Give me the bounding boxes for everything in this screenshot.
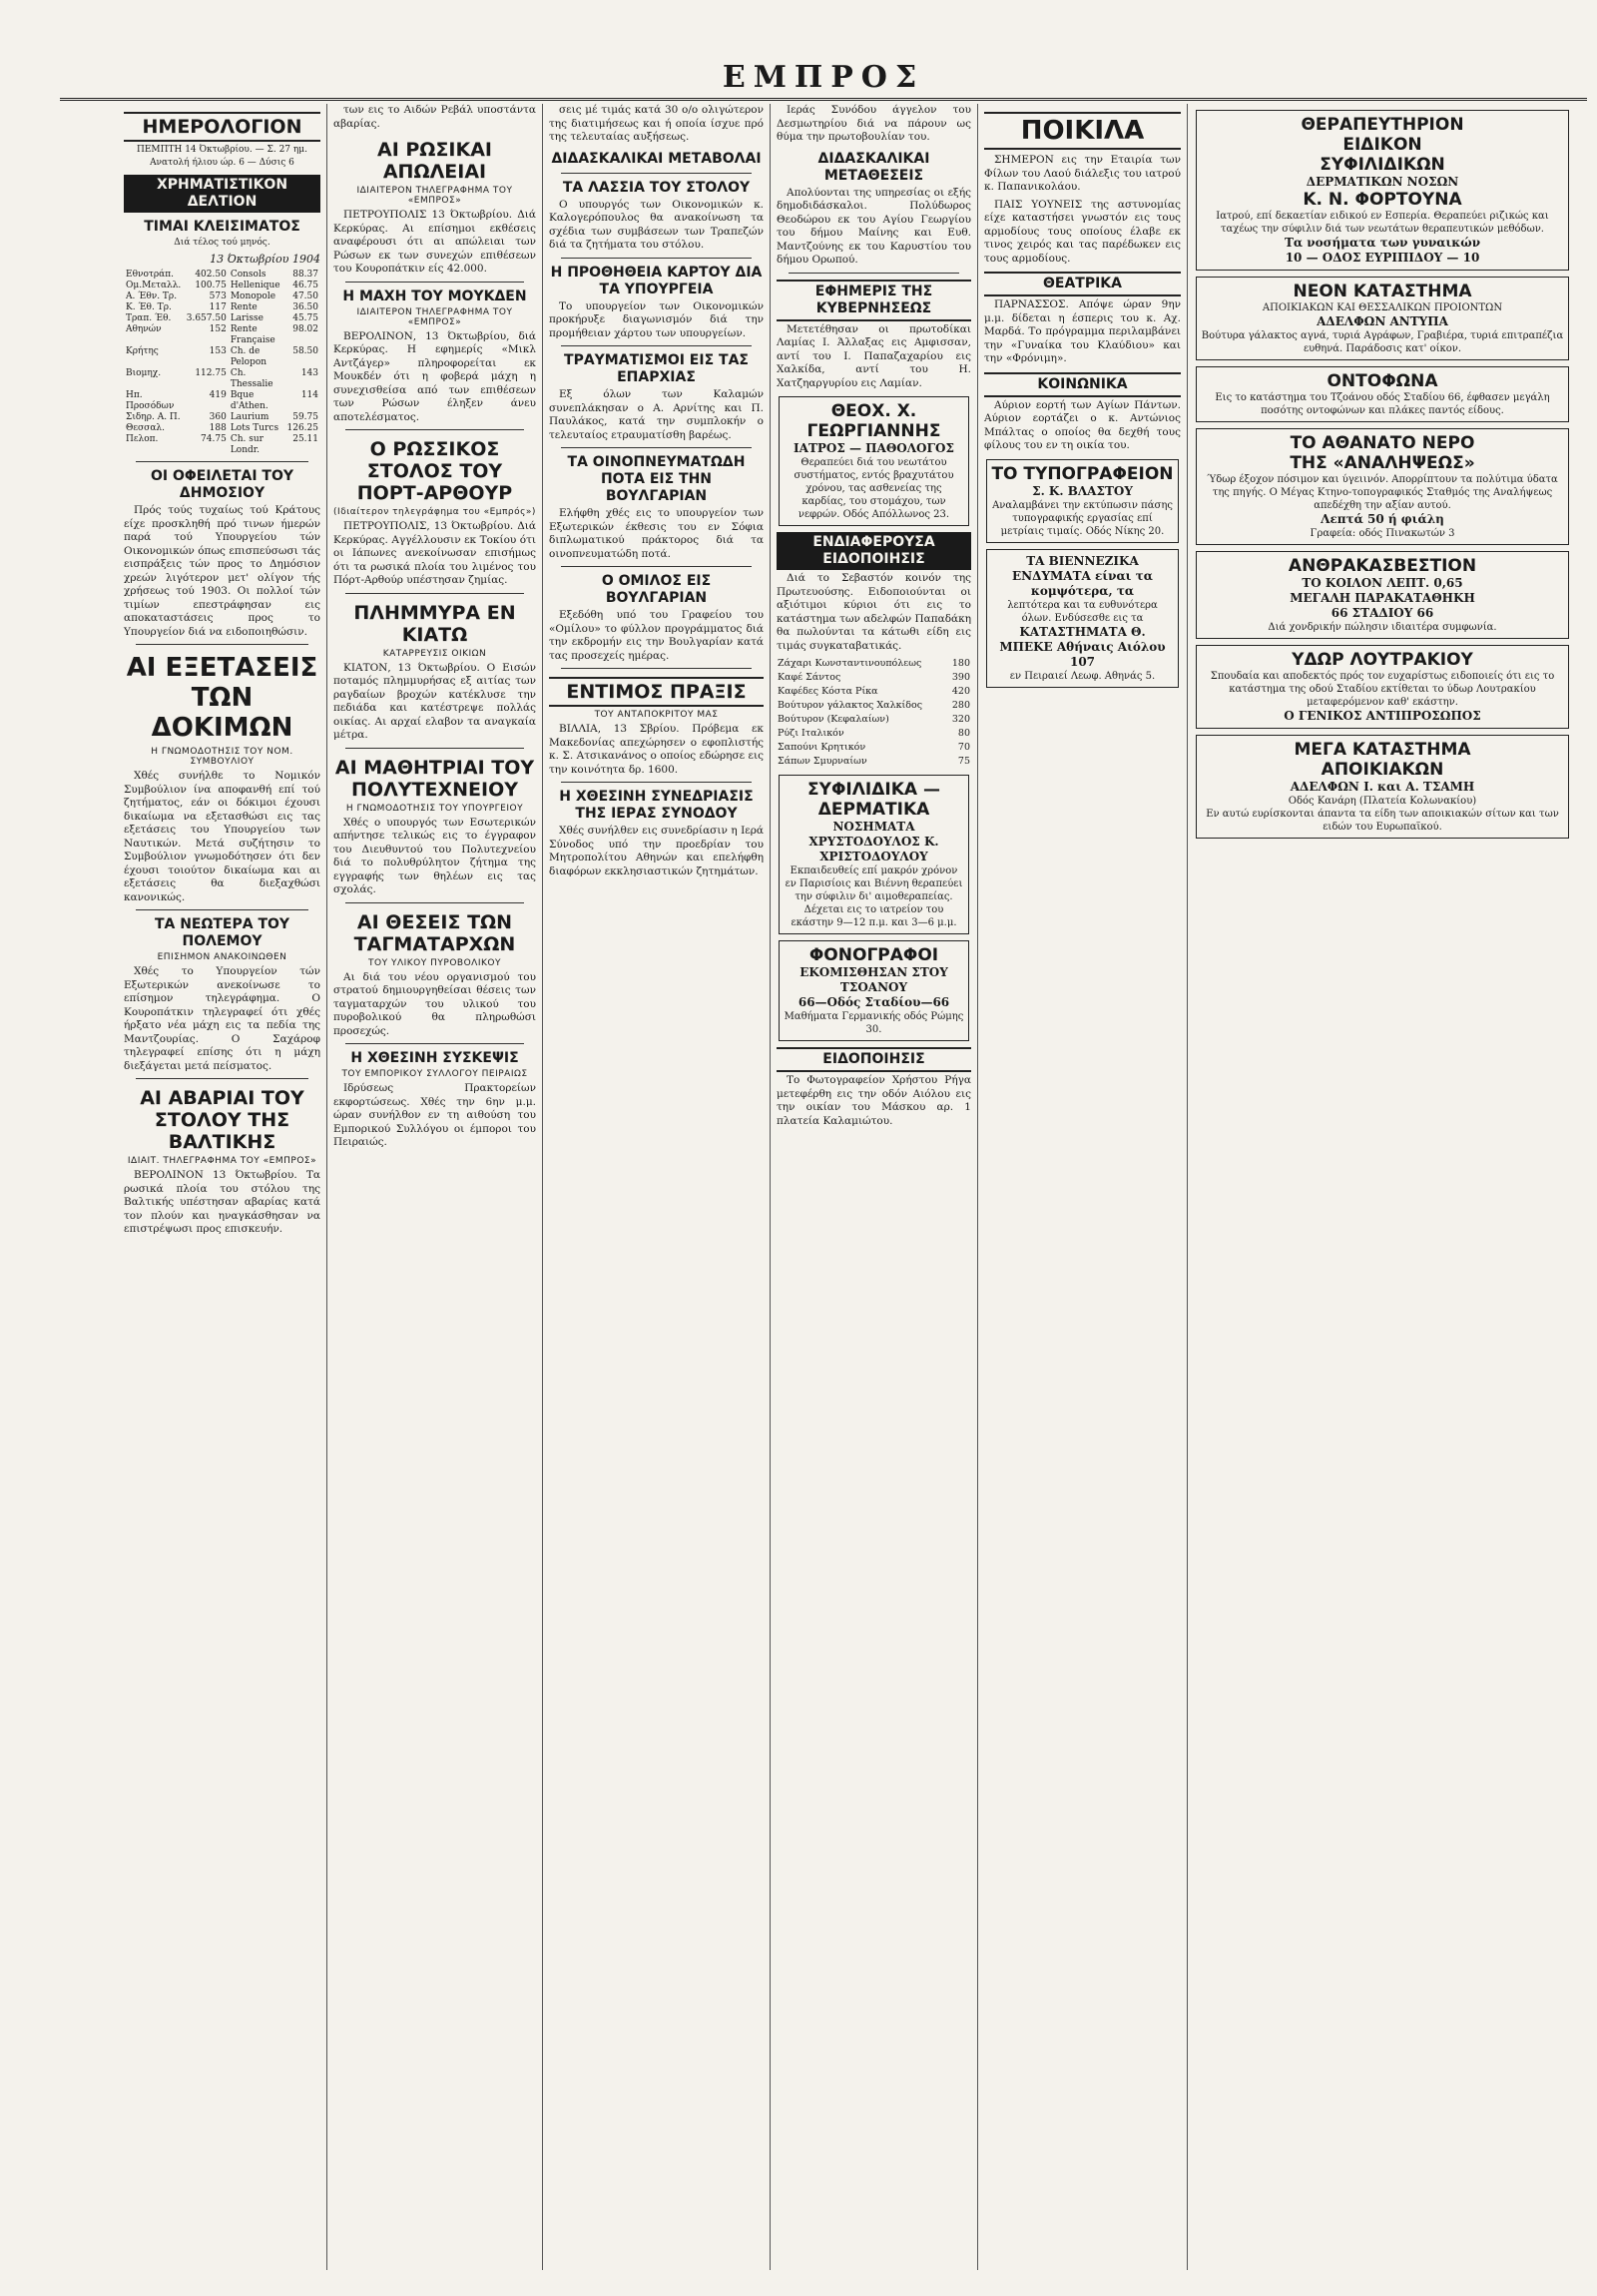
ad-body: Θεραπεύει διά του νεωτάτου συστήματος, εντός βραχυτάτου χρόνου, τας ασθενείας της καρδίας, του στομάχου, των νεφρών. Οδός Απόλλωνος 23. — [794, 457, 954, 520]
article-title: ΤΑ ΝΕΩΤΕΡΑ ΤΟΥ ΠΟΛΕΜΟΥ — [154, 916, 290, 949]
divider — [789, 273, 959, 274]
article-title: Η ΧΘΕΣΙΝΗ ΣΥΝΕΔΡΙΑΣΙΣ ΤΗΣ ΙΕΡΑΣ ΣΥΝΟΔΟΥ — [559, 789, 754, 822]
quote-cell: 58.50 — [292, 346, 318, 356]
article-subtitle: Η ΓΝΩΜΟΔΟΤΗΣΙΣ ΤΟΥ ΥΠΟΥΡΓΕΙΟΥ — [345, 803, 524, 814]
article-body: ΒΕΡΟΛΙΝΟΝ, 13 Όκτωβρίου, διά Κερκύρας. Η εφημερίς «Μικλ Αντζάγερ» πληροφορείται εκ Μουκδέν ότι η φοβερά μάχη η συνεχισθείσα από των επιθέσεων των Ρώσων έληξεν άνευ αποτελέσματος. — [333, 329, 536, 423]
article-body: σεις μέ τιμάς κατά 30 ο/ο ολιγώτερον της διατιμήσεως και ή οποία ίσχυε πρό της τελευταίας αυξήσεως. — [549, 104, 764, 143]
ad-line: ΤΑ ΒΙΕΝΝΕΖΙΚΑ ΕΝΔΥΜΑΤΑ είναι τα κομψότερα, τα — [1012, 553, 1153, 598]
quote-row — [124, 281, 320, 291]
quote-cell: 74.75 — [201, 434, 227, 444]
article-body: Πρός τούς τυχαίως τού Κράτους είχε προσκληθή πρό τινων ήμερών παρά τού Υπουργείου τών Οικονομικών όπως επισπεύσωσι τάς εισπράξεις τών προς το Δημόσιον χρεών λιγότερον μετ' ολίγον τής χρήσεως τού 1903. Οι πολλοί τών τιμίων επεστράφησαν εις αποκαταστάσεις προς το Υπουργείον διά να ειδοποιηθώσιν. — [124, 504, 320, 638]
ad-title: ΤΟ ΑΘΑΝΑΤΟ ΝΕΡΟ — [1290, 433, 1475, 453]
quote-cell: Lots Turcs — [230, 423, 279, 433]
price-value: 80 — [957, 728, 970, 739]
ad-title: ΤΟ ΤΥΠΟΓΡΑΦΕΙΟΝ — [991, 463, 1174, 484]
section-title: ΘΕΑΤΡΙΚΑ — [984, 272, 1181, 296]
article-body: Χθές συνήλθεν εις συνεδρίασιν η Ιερά Σύνοδος υπό την προεδρίαν του Μητροπολίτου Αθηνών και επελήφθη διαφόρων εκκλησιαστικών ζητημάτων. — [549, 825, 764, 877]
quote-cell: 47.50 — [292, 291, 318, 301]
quote-cell: 126.25 — [286, 423, 318, 433]
article-body: Εξεδόθη υπό του Γραφείου του «Ομίλου» το φύλλον προγράμματος διά την εκδρομήν εις την Βουλγαρίαν κατά τας προσεχείς ημέρας. — [549, 609, 764, 662]
quote-table — [124, 270, 320, 456]
article-title: ΑΙ ΡΩΣΙΚΑΙ ΑΠΩΛΕΙΑΙ — [376, 139, 492, 183]
column-2 — [327, 104, 543, 2270]
price-value: 420 — [951, 686, 970, 697]
article-body: Χθές συνήλθε το Νομικόν Συμβούλιον ίνα αποφανθή επί τού ζητήματος, εάν οι δόκιμοι έχουσι δικαίωμα να εξετασθώσι εις τας εξετάσεις του Υπουργείου των Ναυτικών. Μετά συζήτησιν το Συμβούλιον γνωμοδότησεν ότι δεν έχουσι τοιούτον δικαίωμα και αι εξετάσεις θα διεξαχθώσι κανονικώς. — [124, 770, 320, 903]
ad-body: Εις το κατάστημα του Τζοάνου οδός Σταδίου 66, έφθασεν μεγάλη ποσότης οντοφώνων και πλάκες παντός είδους. — [1215, 392, 1550, 416]
ad-subtitle: ΙΑΤΡΟΣ — ΠΑΘΟΛΟΓΟΣ — [794, 441, 954, 455]
price-list — [777, 657, 971, 769]
article-body: ΠΕΤΡΟΥΠΟΛΙΣ 13 Όκτωβρίου. Διά Κερκύρας. Αι επίσημοι εκθέσεις αναφέρουσι ότι αι απώλειαι των Ρώσων εκ των συνεχών επιθέσεων του Κουροπάτκιν είς 42.000. — [333, 209, 536, 275]
prices-note: Διά τέλος τού μηνός. — [174, 238, 270, 248]
loutraki-water-ad — [1196, 645, 1569, 729]
section-title: ΚΟΙΝΩΝΙΚΑ — [984, 372, 1181, 397]
article-title: ΠΛΗΜΜΥΡΑ ΕΝ ΚΙΑΤΩ — [353, 601, 516, 646]
clothing-ad — [986, 549, 1179, 688]
ad-title: ΦΟΝΟΓΡΑΦΟΙ — [808, 945, 939, 965]
quote-cell: Rente — [230, 302, 258, 312]
divider — [136, 644, 308, 645]
article-subtitle: ΙΔΙΑΙΤΕΡΟΝ ΤΗΛΕΓΡΑΦΗΜΑ ΤΟΥ «ΕΜΠΡΟΣ» — [356, 186, 513, 206]
quote-cell: 45.75 — [292, 313, 318, 323]
article-title: ΑΙ ΑΒΑΡΙΑΙ ΤΟΥ ΣΤΟΛΟΥ ΤΗΣ ΒΑΛΤΙΚΗΣ — [140, 1087, 304, 1153]
quote-cell: 152 — [209, 324, 227, 334]
quote-cell: Consols — [230, 270, 266, 280]
finance-title: ΧΡΗΜΑΤΙΣΤΙΚΟΝ ΔΕΛΤΙΟΝ — [124, 175, 320, 213]
quote-row — [124, 313, 320, 324]
price-row — [777, 657, 971, 671]
column-6 — [1188, 104, 1577, 2270]
quote-cell: Hellenique — [230, 281, 280, 290]
phonograph-ad — [779, 940, 969, 1041]
ad-line: ΚΑΤΑΣΤΗΜΑΤΑ Θ. ΜΠΕΚΕ Αθήναις Αιόλου 107 — [999, 624, 1166, 669]
column-4 — [771, 104, 978, 2270]
article-title: ΕΙΔΟΠΟΙΗΣΙΣ — [777, 1047, 971, 1072]
article-body: Ιδρύσεως Πρακτορείων εκφορτώσεως. Χθές την 6ην μ.μ. ώραν συνήλθον εν τη αιθούση του Εμπορικού Συλλόγου οι έμποροι του Πειραιώς. — [333, 1082, 536, 1148]
ad-subtitle: ΕΚΟΜΙΣΘΗΣΑΝ ΣΤΟΥ ΤΣΟΑΝΟΥ — [799, 965, 948, 994]
price-value: 70 — [957, 742, 970, 753]
divider — [345, 1043, 524, 1044]
quote-row — [124, 324, 320, 346]
ad-price: ΤΟ ΚΟΙΛΟΝ ΛΕΠΤ. 0,65 — [1302, 576, 1463, 590]
article-title: Ο ΟΜΙΛΟΣ ΕΙΣ ΒΟΥΛΓΑΡΙΑΝ — [601, 573, 712, 606]
ad-body: Ιατρού, επί δεκαετίαν ειδικού εν Εσπερία. Θεραπεύει ριζικώς και ταχέως την σύφιλιν διά των νεωτάτων θεραπευτικών μεθόδων. — [1216, 211, 1549, 235]
quote-cell: Τραπ. Έθ. — [126, 313, 172, 323]
article-body: Χθές το Υπουργείον τών Εξωτερικών ανεκοίνωσε το επίσημον τηλεγράφημα. Ο Κουροπάτκιν τηλεγραφεί ότι χθές ήρξατο νέα μάχη εις τα πεδία της Μαντζουρίας. Ο Σαχάροφ τηλεγραφεί επίσης ότι η μάχη διεξάγεται μετά πείσματος. — [124, 965, 320, 1072]
price-item: Σαπούνι Κρητικόν — [778, 742, 866, 753]
ad-line: εν Πειραιεί Λεωφ. Αθηνάς 5. — [1009, 670, 1156, 682]
ad-title: ΕΙΔΙΚΟΝ — [1342, 135, 1422, 155]
article-title: ΕΝΔΙΑΦΕΡΟΥΣΑ ΕΙΔΟΠΟΙΗΣΙΣ — [777, 532, 971, 570]
quote-cell: Πελοπ. — [126, 434, 159, 444]
quote-cell: Εθνοτράπ. — [126, 270, 175, 280]
printshop-ad — [986, 459, 1179, 543]
article-subtitle: ΤΟΥ ΕΜΠΟΡΙΚΟΥ ΣΥΛΛΟΓΟΥ ΠΕΙΡΑΙΩΣ — [341, 1069, 528, 1079]
section-title: ΠΟΙΚΙΛΑ — [984, 112, 1181, 150]
ad-title: ΝΕΟΝ ΚΑΤΑΣΤΗΜΑ — [1293, 282, 1472, 301]
article-body: Το Φωτογραφείον Χρήστου Ρήγα μετεφέρθη εις την οδόν Αιόλου εις την οικίαν του Μάσκου αρ. 1 πλατεία Καλαμιώτου. — [777, 1074, 971, 1127]
newspaper-page — [118, 104, 1577, 2270]
divider — [561, 258, 752, 259]
article-title: ΕΦΗΜΕΡΙΣ ΤΗΣ ΚΥΒΕΡΝΗΣΕΩΣ — [777, 280, 971, 321]
article-subtitle: ΙΔΙΑΙΤ. ΤΗΛΕΓΡΑΦΗΜΑ ΤΟΥ «ΕΜΠΡΟΣ» — [127, 1156, 317, 1166]
doctor-ad — [779, 396, 969, 526]
ad-address: Γραφεία: οδός Πινακωτών 3 — [1310, 528, 1455, 539]
article-body: ΠΑΙΣ ΥΟΥΝΕΙΣ της αστυνομίας είχε καταστήσει γνωστόν εις τους αρμοδίους τους οποίους έλαβε εκ τινος χειρός και τας παρέδωκεν εις τους αρμοδίους. — [984, 198, 1181, 265]
article-title: ΑΙ ΘΕΣΕΙΣ ΤΩΝ ΤΑΓΜΑΤΑΡΧΩΝ — [353, 910, 516, 955]
ad-signature: Ο ΓΕΝΙΚΟΣ ΑΝΤΙΠΡΟΣΩΠΟΣ — [1284, 709, 1481, 723]
article-title: ΟΙ ΟΦΕΙΛΕΤΑΙ ΤΟΥ ΔΗΜΟΣΙΟΥ — [150, 468, 293, 501]
doctor-ad — [779, 775, 969, 934]
water-ad — [1196, 428, 1569, 545]
ad-title: ΑΠΟΙΚΙΑΚΩΝ — [1321, 760, 1444, 780]
quote-cell: 402.50 — [195, 270, 227, 280]
article-body: ΒΕΡΟΛΙΝΟΝ 13 Όκτωβρίου. Τα ρωσικά πλοία του στόλου της Βαλτικής υπέστησαν αβαρίας κατά τον πλούν και ηναγκάσθησαν να επιστρέψωσι προς επισκευήν. — [124, 1169, 320, 1235]
calendar-line: ΠΕΜΠΤΗ 14 Όκτωβρίου. — Σ. 27 ημ. — [137, 145, 307, 155]
divider — [345, 593, 524, 594]
divider — [561, 345, 752, 346]
ad-title: ΤΗΣ «ΑΝΑΛΗΨΕΩΣ» — [1290, 453, 1475, 473]
divider — [136, 1078, 308, 1079]
article-body: Διά το Σεβαστόν κοινόν της Πρωτευούσης. Ειδοποιούνται οι αξιότιμοι κύριοι ότι εις το κατάστημα των αδελφών Παπαδάκη θα πωλούνται τα κάτωθι είδη εις τιμάς συγκαταβατικάς. — [777, 572, 971, 652]
ad-doctor-name: ΧΡΥΣΤΟΔΟΥΛΟΣ Κ. ΧΡΙΣΤΟΔΟΥΛΟΥ — [808, 835, 939, 863]
article-subtitle: ΤΟΥ ΑΝΤΑΠΟΚΡΙΤΟΥ ΜΑΣ — [594, 710, 719, 720]
quote-cell: 3.657.50 — [186, 313, 227, 323]
article-title: Ο ΡΩΣΣΙΚΟΣ ΣΤΟΛΟΣ ΤΟΥ ΠΟΡΤ-ΑΡΘΟΥΡ — [356, 438, 513, 504]
article-body: Ο υπουργός των Οικονομικών κ. Καλογερόπουλος θα ανακοίνωση τα σχέδια των συμβάσεων των Τραπεζών διά τα ζητήματα του στόλου. — [549, 198, 764, 251]
ad-body: Αναλαμβάνει την εκτύπωσιν πάσης τυπογραφικής εργασίας επί μετρίαις τιμαίς. Οδός Νίκης 20. — [992, 499, 1173, 537]
price-value: 390 — [951, 672, 970, 683]
divider — [136, 909, 308, 910]
price-row — [777, 685, 971, 699]
price-item: Καφέ Σάντος — [778, 672, 841, 683]
article-title: ΤΑ ΛΑΣΣΙΑ ΤΟΥ ΣΤΟΛΟΥ — [562, 179, 751, 196]
quote-cell: Ομ.Μεταλλ. — [126, 281, 182, 290]
grocery-ad — [1196, 735, 1569, 839]
ad-subtitle: ΑΠΟΙΚΙΑΚΩΝ ΚΑΙ ΘΕΣΣΑΛΙΚΩΝ ΠΡΟΙΟΝΤΩΝ — [1262, 302, 1503, 313]
coal-ad — [1196, 551, 1569, 639]
article-title: ΕΝΤΙΜΟΣ ΠΡΑΞΙΣ — [549, 677, 764, 707]
ad-name: Σ. Κ. ΒΛΑΣΤΟΥ — [1032, 483, 1133, 498]
article-body: ΠΕΤΡΟΥΠΟΛΙΣ, 13 Όκτωβρίου. Διά Κερκύρας. Αγγέλλουσιν εκ Τοκίου ότι οι Ιάπωνες ανεκοίνωσαν επισήμως ότι τα ρωσικά πλοία του λιμένος του Πόρτ-Αρθούρ υπέστησαν ζημίας. — [333, 520, 536, 586]
article-title: Η ΧΘΕΣΙΝΗ ΣΥΣΚΕΨΙΣ — [350, 1050, 519, 1066]
price-row — [777, 671, 971, 685]
ad-subtitle: ΝΟΣΗΜΑΤΑ — [832, 820, 915, 834]
price-row — [777, 741, 971, 755]
article-title: ΑΙ ΜΑΘΗΤΡΙΑΙ ΤΟΥ ΠΟΛΥΤΕΧΝΕΙΟΥ — [334, 756, 535, 801]
quote-cell: 117 — [209, 302, 227, 312]
article-title: Η ΜΑΧΗ ΤΟΥ ΜΟΥΚΔΕΝ — [342, 287, 527, 304]
quote-cell: Laurium — [230, 412, 269, 422]
article-body: Το υπουργείον των Οικονομικών προκήρυξε διαγωνισμόν διά την προμήθειαν χάρτου των υπουργείων. — [549, 299, 764, 339]
quote-cell: Monopole — [230, 291, 276, 301]
quote-row — [124, 412, 320, 423]
phonograph-ad — [1196, 366, 1569, 422]
price-row — [777, 699, 971, 713]
quote-cell: 100.75 — [195, 281, 227, 290]
calendar-line: Ανατολή ήλιου ώρ. 6 — Δύσις 6 — [150, 158, 294, 168]
article-subtitle: ΙΔΙΑΙΤΕΡΟΝ ΤΗΛΕΓΡΑΦΗΜΑ ΤΟΥ «ΕΜΠΡΟΣ» — [356, 306, 513, 327]
article-body: Αύριον εορτή των Αγίων Πάντων. Αύριον εορτάζει ο κ. Αντώνιος Μπάλτας ο οποίος θα δεχθή τους φίλους του εν τη οικία του. — [984, 398, 1181, 451]
ad-title: ΘΕΡΑΠΕΥΤΗΡΙΟΝ — [1301, 115, 1464, 135]
clinic-ad — [1196, 110, 1569, 271]
prices-title: ΤΙΜΑΙ ΚΛΕΙΣΙΜΑΤΟΣ — [144, 219, 300, 235]
ad-price: Λεπτά 50 ή φιάλη — [1321, 512, 1444, 526]
article-subtitle: ΕΠΙΣΗΜΟΝ ΑΝΑΚΟΙΝΩΘΕΝ — [157, 952, 287, 962]
article-title: Η ΠΡΟΘΗΘΕΙΑ ΚΑΡΤΟΥ ΔΙΑ ΤΑ ΥΠΟΥΡΓΕΙΑ — [550, 264, 763, 297]
price-item: Σάπων Σμυρναίων — [778, 756, 867, 767]
ad-body: Βούτυρα γάλακτος αγνά, τυριά Αγράφων, Γραβιέρα, τυριά επιτραπέζια ευθηνά. Παράδοσις κατ' οίκον. — [1201, 330, 1564, 354]
quote-row — [124, 270, 320, 281]
quote-cell: 88.37 — [292, 270, 318, 280]
price-value: 320 — [951, 714, 970, 725]
price-item: Βούτυρον (Κεφαλαίων) — [778, 714, 889, 725]
quote-cell: 188 — [209, 423, 227, 433]
ad-title: ΟΝΤΟΦΩΝΑ — [1327, 371, 1438, 391]
ad-subtitle: ΜΕΓΑΛΗ ΠΑΡΑΚΑΤΑΘΗΚΗ — [1290, 591, 1475, 605]
article-body: Εξ όλων των Καλαμών συνεπλάκησαν ο Α. Αρνίτης και Π. Παυλάκος, κατά την συμπλοκήν ο τελευταίος ετραυματίσθη βαρέως. — [549, 388, 764, 441]
quote-cell: Rente Française — [230, 324, 275, 345]
divider — [345, 282, 524, 283]
ad-line: Τα νοσήματα των γυναικών — [1284, 236, 1481, 250]
quote-cell: Κρήτης — [126, 346, 159, 356]
quote-cell: Κ. Έθ. Τρ. — [126, 302, 172, 312]
article-body: Ελήφθη χθές εις το υπουργείον των Εξωτερικών έκθεσις του εν Σόφια διπλωματικού πράκτορος διά τα οινοπνευματώδη ποτά. — [549, 507, 764, 560]
article-body: Μετετέθησαν οι πρωτοδίκαι Λαμίας Ι. Άλλαξας εις Αμφισσαν, αντί του Ι. Παπαζαχαρίου εις Χαλκίδα, αντί του Η. Χατζηαργυρίου εις Λαμίαν. — [777, 322, 971, 389]
article-subtitle: (Ιδιαίτερον τηλεγράφημα του «Εμπρός») — [333, 507, 536, 517]
ad-body: Σπουδαία και αποδεκτός πρός τον ευχαρίστως ειδοποιείς ότι εις το κατάστημα της οδού Σταδίου εκτίθεται το ύδωρ Λουτρακίου μεταφερόμενον καθ' εκάστην. — [1210, 671, 1555, 708]
ad-body: Ύδωρ έξοχον πόσιμον και ύγειινόν. Απορρίπτουν τα πολύτιμα ύδατα της πηγής. Ο Μέγας Κτηνο-τοπογραφικός Σταθμός της Αναλήψεως απεδέχθη την αξίαν αυτού. — [1207, 474, 1558, 511]
ad-body: Εκπαιδευθείς επί μακρόν χρόνον εν Παρισίοις και Βιέννη θεραπεύει την σύφιλιν δι' αιμοθεραπείας. Δέχεται εις το ιατρείον του εκάστην 9—12 π.μ. και 3—6 μ.μ. — [785, 865, 963, 928]
quote-cell: 46.75 — [292, 281, 318, 290]
price-value: 180 — [951, 658, 970, 669]
ad-address: Οδός Κανάρη (Πλατεία Κολωνακίου) — [1288, 796, 1477, 807]
quote-row — [124, 434, 320, 456]
quote-row — [124, 346, 320, 368]
quote-cell: 112.75 — [195, 368, 227, 378]
quote-cell: Larisse — [230, 313, 264, 323]
masthead — [60, 58, 1587, 101]
quote-cell: Σιδηρ. Α. Π. — [126, 412, 181, 422]
quote-cell: Ηπ. Προσόδων — [126, 390, 175, 411]
divider — [561, 173, 752, 174]
quote-cell: Bque d'Athen. — [230, 390, 268, 411]
article-title: ΔΙΔΑΣΚΑΛΙΚΑΙ ΜΕΤΑΘΕΣΕΙΣ — [817, 150, 930, 184]
article-title: ΤΑ ΟΙΝΟΠΝΕΥΜΑΤΩΔΗ ΠΟΤΑ ΕΙΣ ΤΗΝ ΒΟΥΛΓΑΡΙΑΝ — [567, 454, 746, 504]
article-body: ΒΙΛΛΙΑ, 13 Σβρίου. Πρόβεμα εκ Μακεδονίας απεχώρησεν ο εφοπλιστής κ. Σ. Ατσικανάνος ο οποίος εδώρησε εις την κοινότητα δρ. 1600. — [549, 723, 764, 776]
divider — [561, 668, 752, 669]
quote-row — [124, 368, 320, 390]
ad-subtitle: ΑΔΕΛΦΩΝ Ι. και Α. ΤΣΑΜΗ — [1290, 780, 1475, 794]
ad-name: ΑΔΕΛΦΩΝ ΑΝΤΥΠΑ — [1317, 314, 1448, 328]
ad-title: ΑΝΘΡΑΚΑΣΒΕΣΤΙΟΝ — [1288, 556, 1477, 576]
quote-cell: 36.50 — [292, 302, 318, 312]
price-item: Βούτυρον γάλακτος Χαλκίδος — [778, 700, 923, 711]
calendar-title: ΗΜΕΡΟΛΟΓΙΟΝ — [124, 112, 320, 142]
price-row — [777, 755, 971, 769]
quote-cell: 25.11 — [292, 434, 318, 444]
article-title: ΑΙ ΕΞΕΤΑΣΕΙΣ ΤΩΝ ΔΟΚΙΜΩΝ — [126, 653, 318, 743]
divider — [345, 429, 524, 430]
column-3 — [543, 104, 771, 2270]
quote-cell: Ch. Thessalie — [230, 368, 273, 389]
price-value: 280 — [951, 700, 970, 711]
ad-address: 66—Οδός Σταδίου—66 — [798, 995, 950, 1009]
quote-cell: Α. Έθν. Τρ. — [126, 291, 178, 301]
quote-cell: 98.02 — [292, 324, 318, 334]
quote-cell: 114 — [300, 390, 318, 400]
quote-row — [124, 390, 320, 412]
article-body: Χθές ο υπουργός των Εσωτερικών απήντησε τελικώς εις το έγγραφον του Διευθυντού του Πολυτεχνείου διά το πολυθρύλητον ζήτημα της εγγραφής των θηλέων εις τας σχολάς. — [333, 816, 536, 895]
ad-title: ΥΔΩΡ ΛΟΥΤΡΑΚΙΟΥ — [1292, 650, 1473, 670]
quote-cell: Ch. sur Londr. — [230, 434, 264, 455]
article-body: ΣΗΜΕΡΟΝ εις την Εταιρία των Φίλων του Λαού διάλεξις του ιατρού κ. Παπανικολάου. — [984, 154, 1181, 193]
article-body: των εις το Αιδών Ρεβάλ υποστάντα αβαρίας. — [333, 104, 536, 130]
quote-cell: 59.75 — [292, 412, 318, 422]
article-body: ΚΙΑΤΟΝ, 13 Όκτωβρίου. Ο Εισών ποταμός πλημμυρήσας εξ αιτίας των ραγδαίων βροχών κατέκλυσε την πεδιάδα και κατέστρεψε πολλάς οικίας. Αι αρχαί ελαβον τα αναγκαία μέτρα. — [333, 661, 536, 741]
article-body: Απολύονται της υπηρεσίας οι εξής δημοδιδάσκαλοι. Πολύδωρος Θεοδώρου εκ του Αγίου Γεωργίου του δήμου Μαίνης και Ευθ. Μαντζούνης εκ του Καρυστίου του δήμου Ορωπού. — [777, 186, 971, 266]
price-item: Ζάχαρι Κωνσταντινουπόλεως — [778, 658, 922, 669]
article-title: ΔΙΔΑΣΚΑΛΙΚΑΙ ΜΕΤΑΒΟΛΑΙ — [551, 150, 762, 167]
price-value: 75 — [957, 756, 970, 767]
quote-cell: 153 — [209, 346, 227, 356]
ad-doctor-name: Κ. Ν. ΦΟΡΤΟΥΝΑ — [1303, 190, 1462, 210]
quote-cell: Ch. de Pelopon — [230, 346, 267, 367]
ad-body: Εν αυτώ ευρίσκονται άπαντα τα είδη των αποικιακών σίτων και των ειδών του Ευρωπαϊκού. — [1206, 809, 1559, 833]
article-subtitle: ΤΟΥ ΥΛΙΚΟΥ ΠΥΡΟΒΟΛΙΚΟΥ — [368, 957, 501, 968]
ad-line: λεπτότερα και τα ευθυνότερα όλων. Ενδύσεσθε εις τα — [1007, 599, 1158, 624]
price-item: Καφέδες Κόστα Ρίκα — [778, 686, 878, 697]
ad-title: ΣΥΦΙΛΙΔΙΚΩΝ — [1320, 155, 1445, 175]
ad-title: ΣΥΦΙΛΙΔΙΚΑ — ΔΕΡΜΑΤΙΚΑ — [807, 780, 940, 820]
divider — [561, 566, 752, 567]
divider — [345, 748, 524, 749]
quote-cell: 360 — [209, 412, 227, 422]
divider — [561, 782, 752, 783]
article-body: Ιεράς Συνόδου άγγελον του Δεσμωτηρίου διά να πάρουν ως θύμα την πρωτοβουλίαν του. — [777, 104, 971, 143]
article-title: ΤΡΑΥΜΑΤΙΣΜΟΙ ΕΙΣ ΤΑΣ ΕΠΑΡΧΙΑΣ — [564, 352, 749, 385]
ad-body: Διά χονδρικήν πώλησιν ιδιαιτέρα συμφωνία. — [1268, 622, 1497, 633]
column-1 — [118, 104, 327, 2270]
ad-address: 66 ΣΤΑΔΙΟΥ 66 — [1331, 606, 1434, 620]
store-ad — [1196, 277, 1569, 360]
article-subtitle: Η ΓΝΩΜΟΔΟΤΗΣΙΣ ΤΟΥ ΝΟΜ. ΣΥΜΒΟΥΛΙΟΥ — [151, 747, 293, 767]
newspaper-title: ΕΜΠΡΟΣ — [722, 60, 925, 95]
divider — [345, 902, 524, 903]
divider — [561, 447, 752, 448]
ad-body: Μαθήματα Γερμανικής οδός Ρώμης 30. — [784, 1011, 964, 1035]
quote-cell: 143 — [300, 368, 318, 378]
price-row — [777, 713, 971, 727]
quote-cell: Θεσσαλ. — [126, 423, 165, 433]
column-5 — [978, 104, 1188, 2270]
price-item: Ρύζι Ιταλικόν — [778, 728, 844, 739]
quote-cell: 419 — [209, 390, 227, 400]
price-row — [777, 727, 971, 741]
quote-cell: Βιομηχ. — [126, 368, 162, 378]
quote-row — [124, 291, 320, 302]
ad-title: ΘΕΟΧ. Χ. ΓΕΩΡΓΙΑΝΝΗΣ — [806, 401, 941, 441]
quote-cell: Αθηνών — [126, 324, 162, 334]
article-subtitle: ΚΑΤΑΡΡΕΥΣΙΣ ΟΙΚΙΩΝ — [382, 648, 487, 659]
quote-row — [124, 423, 320, 434]
divider — [136, 461, 308, 462]
ad-subtitle: ΔΕΡΜΑΤΙΚΩΝ ΝΟΣΩΝ — [1306, 175, 1459, 189]
ad-address: 10 — ΟΔΟΣ ΕΥΡΙΠΙΔΟΥ — 10 — [1285, 251, 1480, 265]
quote-row — [124, 302, 320, 313]
article-body: Αι διά του νέου οργανισμού του στρατού δημιουργηθείσαι θέσεις των ταγματαρχών του υλικού του πυροβολικού θα πληρωθώσι προσεχώς. — [333, 970, 536, 1037]
quote-date: 13 Όκτωβρίου 1904 — [210, 253, 320, 266]
quote-cell: 573 — [209, 291, 227, 301]
ad-title: ΜΕΓΑ ΚΑΤΑΣΤΗΜΑ — [1294, 740, 1471, 760]
article-body: ΠΑΡΝΑΣΣΟΣ. Απόψε ώραν 9ην μ.μ. δίδεται η έσπερις του κ. Αχ. Μαρδά. Το πρόγραμμα περιλαμβάνει την «Γυναίκα του Κλαύδιου» και την «Φρόνιμη». — [984, 298, 1181, 364]
